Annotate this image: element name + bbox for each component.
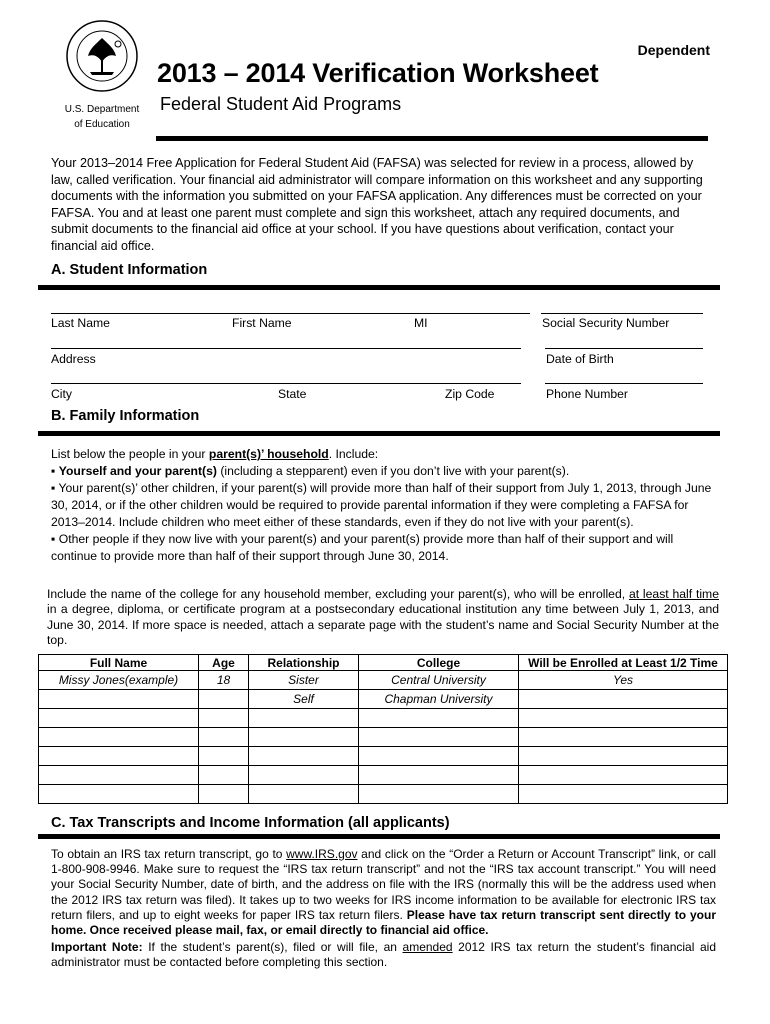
cell[interactable] <box>199 690 249 709</box>
dependency-status: Dependent <box>637 42 710 58</box>
section-b-rule <box>38 431 720 436</box>
household-instructions: List below the people in your parent(s)’ household. Include: ▪ Yourself and your parent(s) (including a stepparent) even if you don’t live with your parent(s). ▪ Your parent(s)’ other children, if your parent(s) will provide more than half of their support from July 1, 2013, through June 30, 2014, or if the other children would be required to provide parental information if they were completing a FAFSA for 2013–2014. Include children who meet either of these standards, even if they do not live with your parent(s). ▪ Other people if they now live with your parent(s) and your parent(s) provide more than half of their support and will continue to provide more than half of their support through June 30, 2014. <box>51 446 721 565</box>
cell[interactable] <box>359 785 519 804</box>
section-a-rule <box>38 285 720 290</box>
cell[interactable] <box>519 709 728 728</box>
cell[interactable] <box>199 728 249 747</box>
cell[interactable] <box>359 747 519 766</box>
table-row <box>39 766 728 785</box>
cell[interactable]: Yes <box>519 671 728 690</box>
cell[interactable] <box>39 690 199 709</box>
cell[interactable] <box>39 747 199 766</box>
cell[interactable]: Chapman University <box>359 690 519 709</box>
cell[interactable] <box>359 766 519 785</box>
cell[interactable] <box>519 766 728 785</box>
col-college: College <box>359 655 519 671</box>
state-label: State <box>278 387 307 401</box>
cell[interactable] <box>199 785 249 804</box>
name-field-line[interactable] <box>51 313 530 314</box>
table-row <box>39 671 728 690</box>
cell[interactable] <box>519 690 728 709</box>
cell[interactable]: Central University <box>359 671 519 690</box>
city-label: City <box>51 387 72 401</box>
table-row <box>39 709 728 728</box>
page-title: 2013 – 2014 Verification Worksheet <box>157 58 599 88</box>
cell[interactable]: Missy Jones(example) <box>39 671 199 690</box>
col-relationship: Relationship <box>249 655 359 671</box>
ssn-label: Social Security Number <box>542 316 670 330</box>
college-instructions: Include the name of the college for any household member, excluding your parent(s), who will be enrolled, at least half time in a degree, diploma, or certificate program at a postsecondary educational institution any time between July 1, 2013, and June 30, 2014. If more space is needed, attach a separate page with the student’s name and Social Security Number at the top. <box>47 587 719 648</box>
phone-field-line[interactable] <box>545 383 703 384</box>
tax-instructions: To obtain an IRS tax return transcript, go to www.IRS.gov and click on the “Order a Return or Account Transcript” link, or call 1-800-908-9946. Make sure to request the “IRS tax return transcript” and not the “IRS tax account transcript.” You will need your Social Security Number, date of birth, and the address on file with the IRS (normally this will be the address used when the 2012 IRS tax return was filed). It takes up to two weeks for IRS income information to be available for electronic IRS tax return filers, and up to eight weeks for paper IRS tax return filers. Please have tax return transcript sent directly to your home. Once received please mail, fax, or email directly to financial aid office. Important Note: If the student’s parent(s), filed or will file, an amended 2012 IRS tax return the student’s financial aid administrator must be contacted before completing this section. <box>51 847 716 970</box>
section-b-heading: B. Family Information <box>51 408 200 424</box>
col-full-name: Full Name <box>39 655 199 671</box>
cell[interactable] <box>199 766 249 785</box>
table-row <box>39 728 728 747</box>
dob-label: Date of Birth <box>546 352 614 366</box>
list-item: ▪ Yourself and your parent(s) (including a stepparent) even if you don’t live with your parent(s). <box>51 464 570 478</box>
agency-name: U.S. Department of Education <box>64 104 140 130</box>
address-field-line[interactable] <box>51 348 521 349</box>
cell[interactable] <box>39 728 199 747</box>
irs-link[interactable]: www.IRS.gov <box>286 847 358 861</box>
cell[interactable] <box>519 728 728 747</box>
section-a-heading: A. Student Information <box>51 262 208 278</box>
first-name-label: First Name <box>232 316 292 330</box>
cell[interactable] <box>249 728 359 747</box>
header-rule <box>156 136 708 141</box>
cell[interactable] <box>359 709 519 728</box>
table-header-row <box>39 655 728 671</box>
page-subtitle: Federal Student Aid Programs <box>160 94 402 114</box>
address-label: Address <box>51 352 96 366</box>
list-item: ▪ Other people if they now live with your parent(s) and your parent(s) provide more than half of their support and will continue to provide more than half of their support through June 30, 2014. <box>51 532 674 563</box>
city-field-line[interactable] <box>51 383 521 384</box>
cell[interactable]: Self <box>249 690 359 709</box>
department-seal-logo <box>66 20 138 92</box>
table-row <box>39 747 728 766</box>
phone-label: Phone Number <box>546 387 628 401</box>
ssn-field-line[interactable] <box>541 313 703 314</box>
cell[interactable]: 18 <box>199 671 249 690</box>
cell[interactable] <box>39 709 199 728</box>
table-row <box>39 785 728 804</box>
cell[interactable] <box>249 709 359 728</box>
cell[interactable] <box>199 747 249 766</box>
zip-label: Zip Code <box>445 387 495 401</box>
household-table <box>38 654 728 804</box>
cell[interactable] <box>359 728 519 747</box>
section-c-rule <box>38 834 720 839</box>
dob-field-line[interactable] <box>545 348 703 349</box>
cell[interactable] <box>249 785 359 804</box>
list-item: ▪ Your parent(s)’ other children, if your parent(s) will provide more than half of their support from July 1, 2013, through June 30, 2014, or if the other children would be required to provide parental information if they were completing a FAFSA for 2013–2014. Include children who meet either of these standards, even if they do not live with your parent(s). <box>51 481 712 529</box>
section-c-heading: C. Tax Transcripts and Income Information (all applicants) <box>51 815 450 831</box>
col-age: Age <box>199 655 249 671</box>
cell[interactable] <box>249 747 359 766</box>
col-enrolled: Will be Enrolled at Least 1/2 Time <box>519 655 728 671</box>
cell[interactable] <box>519 785 728 804</box>
cell[interactable]: Sister <box>249 671 359 690</box>
cell[interactable] <box>39 785 199 804</box>
mi-label: MI <box>414 316 428 330</box>
cell[interactable] <box>249 766 359 785</box>
last-name-label: Last Name <box>51 316 110 330</box>
table-row <box>39 690 728 709</box>
intro-paragraph: Your 2013–2014 Free Application for Federal Student Aid (FAFSA) was selected for review in a process, allowed by law, called verification. Your financial aid administrator will compare information on this worksheet and any supporting documents with the information you submitted on your FAFSA application. Any differences must be corrected on your FAFSA. You and at least one parent must complete and sign this worksheet, attach any required documents, and submit documents to the financial aid office at your school. If you have questions about verification, contact your financial aid office. <box>51 156 703 253</box>
cell[interactable] <box>519 747 728 766</box>
household-term: parent(s)’ household <box>208 447 329 461</box>
cell[interactable] <box>199 709 249 728</box>
cell[interactable] <box>39 766 199 785</box>
